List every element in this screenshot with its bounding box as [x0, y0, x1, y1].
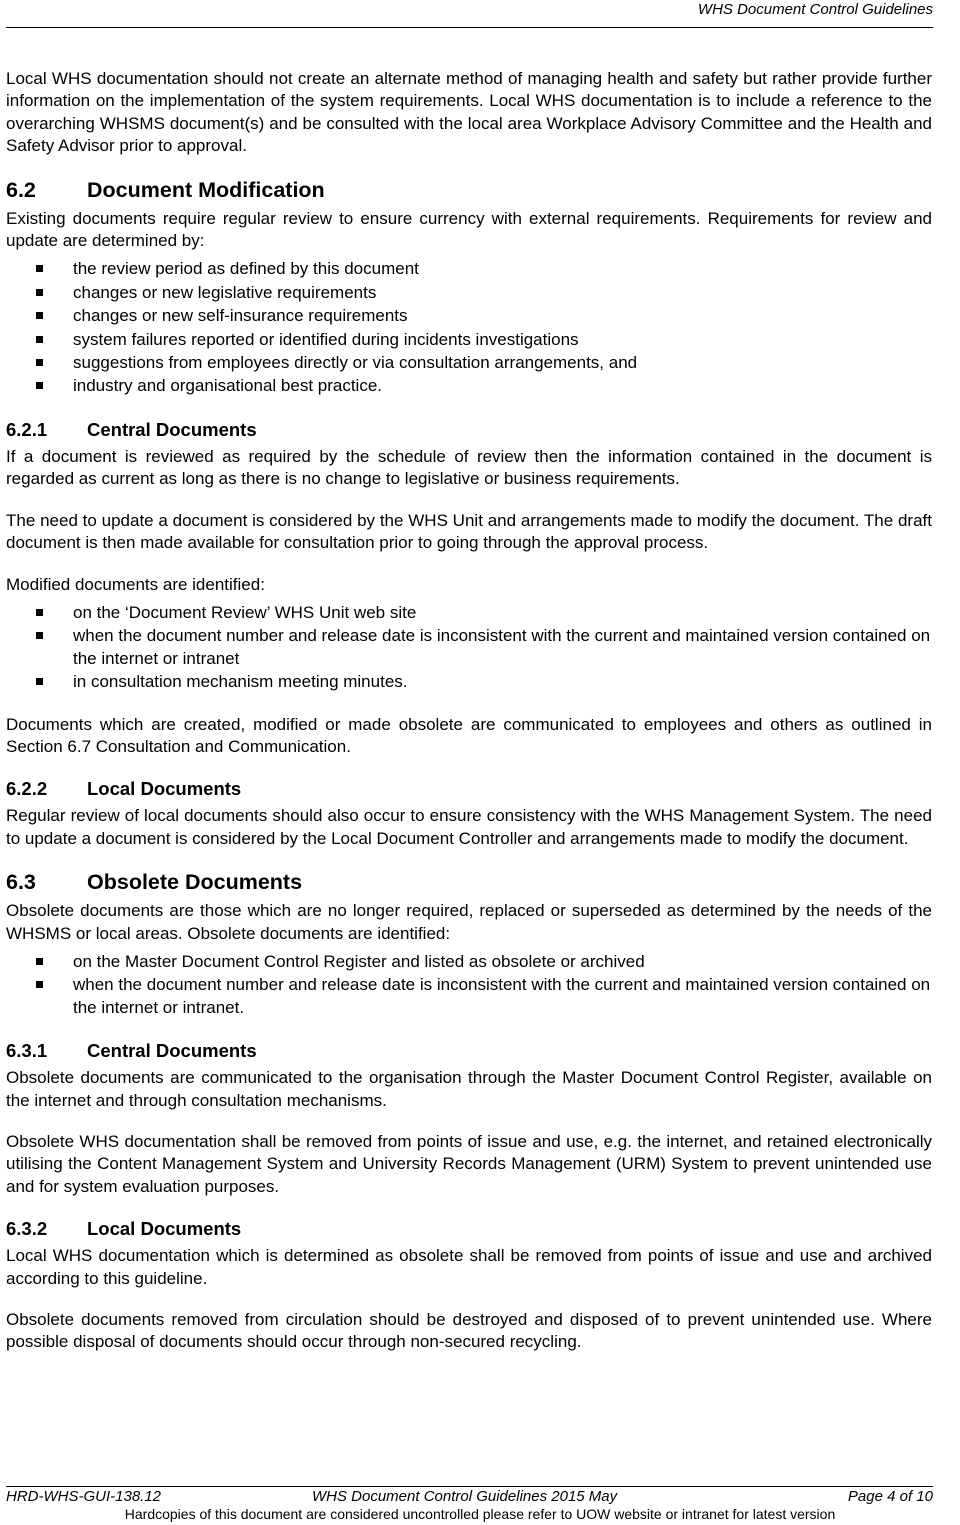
list-item: system failures reported or identified during incidents investigations: [6, 329, 932, 351]
footer-note: Hardcopies of this document are considered uncontrolled please refer to UOW website or intranet for latest version: [124, 1506, 836, 1522]
bullet-square-icon: [36, 981, 43, 988]
paragraph: Regular review of local documents should also occur to ensure consistency with the WHS Management System. The need to update a document is considered by the Local Document Controller and arrangements made to modify the document.: [6, 806, 932, 848]
section-title: Local Documents: [87, 1218, 242, 1240]
section-heading-6-2-2: [6, 777, 932, 800]
bullet-list: [6, 951, 932, 1019]
paragraph: Obsolete WHS documentation shall be removed from points of issue and use, e.g. the internet, and retained electronically utilising the Content Management System and University Records Management (URM) System to prevent unintended use and for system evaluation purposes.: [6, 1132, 932, 1196]
section-heading-6-2: [6, 177, 932, 203]
paragraph: Obsolete documents are those which are no longer required, replaced or superseded as determined by the needs of the WHSMS or local areas. Obsolete documents are identified:: [6, 901, 932, 943]
section-title: Central Documents: [87, 1040, 257, 1062]
section-heading-6-3: [6, 869, 932, 895]
paragraph: Modified documents are identified:: [6, 574, 265, 594]
bullet-square-icon: [36, 958, 43, 965]
footer-divider: [6, 1486, 933, 1487]
list-item: changes or new legislative requirements: [6, 282, 932, 304]
bullet-list: [6, 602, 932, 694]
intro-paragraph: Local WHS documentation should not create an alternate method of managing health and safety but rather provide further information on the implementation of the system requirements. Local WHS documentation is to include a reference to the overarching WHSMS document(s) and be consulted with the local area Workplace Advisory Committee and the Health and Safety Advisor prior to approval.: [6, 69, 932, 156]
bullet-square-icon: [36, 359, 43, 366]
list-item: the review period as defined by this document: [6, 258, 932, 280]
bullet-square-icon: [36, 382, 43, 389]
footer-doc-code: HRD-WHS-GUI-138.12: [6, 1488, 162, 1505]
paragraph: Local WHS documentation which is determined as obsolete shall be removed from points of issue and use and archived according to this guideline.: [6, 1246, 932, 1288]
list-item: when the document number and release date is inconsistent with the current and maintained version contained on the internet or intranet: [6, 625, 932, 670]
section-number: 6.3.1: [6, 1040, 48, 1062]
list-item: in consultation mechanism meeting minutes.: [6, 671, 932, 693]
bullet-square-icon: [36, 312, 43, 319]
bullet-square-icon: [36, 336, 43, 343]
section-number: 6.3.2: [6, 1218, 48, 1240]
section-heading-6-2-1: [6, 418, 932, 441]
paragraph: If a document is reviewed as required by the schedule of review then the information contained in the document is regarded as current as long as there is no change to legislative or business requirements.: [6, 446, 932, 489]
section-number: 6.3: [6, 870, 36, 895]
paragraph: Documents which are created, modified or made obsolete are communicated to employees and others as outlined in Section 6.7 Consultation and Communication.: [6, 714, 932, 756]
bullet-square-icon: [36, 632, 43, 639]
paragraph: Existing documents require regular review to ensure currency with external requirements. Requirements for review and update are determined by:: [6, 208, 932, 251]
paragraph: Obsolete documents removed from circulation should be destroyed and disposed of to prevent unintended use. Where possible disposal of documents should occur through non-secured recycling.: [6, 1310, 932, 1352]
footer-doc-title: WHS Document Control Guidelines 2015 May: [312, 1488, 618, 1505]
list-item: when the document number and release date is inconsistent with the current and maintained version contained on the internet or intranet.: [6, 974, 932, 1019]
header-divider: [6, 27, 933, 28]
footer-page-number: Page 4 of 10: [847, 1488, 933, 1505]
section-heading-6-3-1: [6, 1039, 932, 1062]
section-number: 6.2: [6, 177, 36, 202]
list-item: on the Master Document Control Register and listed as obsolete or archived: [6, 951, 932, 973]
paragraph: The need to update a document is considered by the WHS Unit and arrangements made to modify the document. The draft document is then made available for consultation prior to going through the approval process.: [6, 510, 932, 553]
list-item: industry and organisational best practice.: [6, 375, 932, 397]
section-number: 6.2.2: [6, 778, 48, 800]
section-title: Document Modification: [87, 177, 325, 202]
section-title: Obsolete Documents: [87, 870, 303, 895]
list-item: suggestions from employees directly or via consultation arrangements, and: [6, 352, 932, 374]
section-title: Local Documents: [87, 778, 242, 800]
bullet-square-icon: [36, 289, 43, 296]
bullet-square-icon: [36, 265, 43, 272]
list-item: changes or new self-insurance requirements: [6, 305, 932, 327]
page-body: [6, 68, 932, 1373]
section-number: 6.2.1: [6, 418, 48, 440]
running-header: WHS Document Control Guidelines: [697, 1, 933, 18]
section-heading-6-3-2: [6, 1217, 932, 1240]
list-item: on the ‘Document Review’ WHS Unit web site: [6, 602, 932, 624]
bullet-square-icon: [36, 678, 43, 685]
footer: [6, 1488, 933, 1508]
paragraph: Obsolete documents are communicated to the organisation through the Master Document Control Register, available on the internet and through consultation mechanisms.: [6, 1068, 932, 1110]
section-title: Central Documents: [87, 418, 257, 440]
bullet-list: [6, 258, 932, 397]
bullet-square-icon: [36, 609, 43, 616]
